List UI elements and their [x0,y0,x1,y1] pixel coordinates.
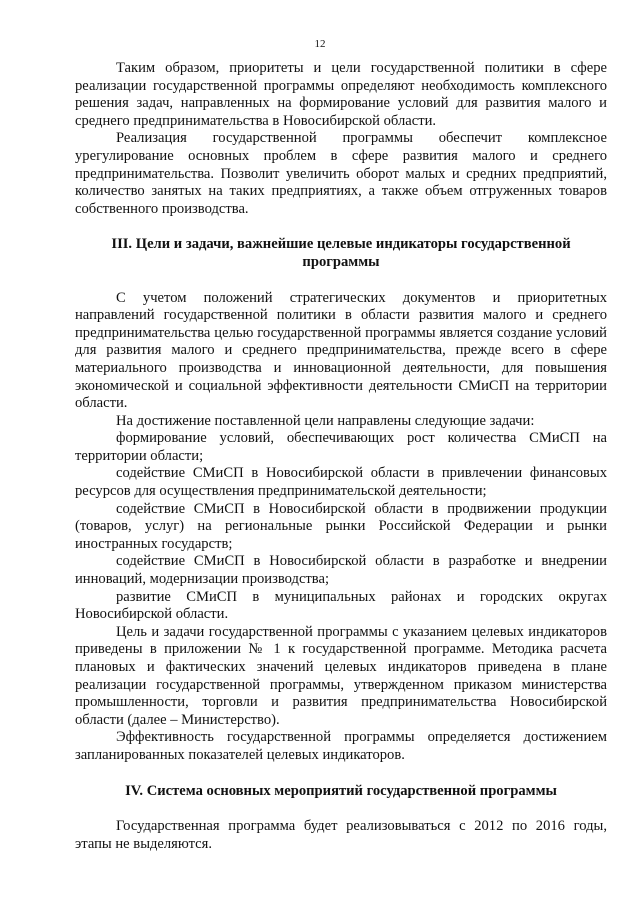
spacer [75,800,607,818]
section-heading-3: III. Цели и задачи, важнейшие целевые индикаторы государственной программы [111,236,571,270]
paragraph: Цель и задачи государственной программы с указанием целевых индикаторов приведены в приложении № 1 к государственной программе. Методика расчета плановых и фактических значений целевых индикаторов приведена в плане реализации государственной программы, утвержденном приказом министерства промышленности, торговли и развития предпринимательства Новосибирской области (далее – Министерство). [75,623,607,728]
paragraph: Эффективность государственной программы определяется достижением запланированных показателей целевых индикаторов. [75,729,607,763]
page-content [75,60,607,853]
list-item: формирование условий, обеспечивающих рост количества СМиСП на территории области; [75,430,607,464]
spacer [75,765,607,783]
paragraph: С учетом положений стратегических документов и приоритетных направлений государственной политики в области развития малого и среднего предпринимательства целью государственной программы является создание условий для развития малого и среднего предпринимательства, прежде всего в сфере материального производства и инновационной деятельности, для повышения экономической и социальной эффективности деятельности СМиСП на территории области. [75,289,607,412]
page-number: 12 [314,38,326,50]
list-item: содействие СМиСП в Новосибирской области в привлечении финансовых ресурсов для осуществления предпринимательской деятельности; [75,465,607,500]
paragraph: На достижение поставленной цели направлены следующие задачи: [116,412,535,429]
paragraph: Таким образом, приоритеты и цели государственной политики в сфере реализации государственной программы определяют необходимость комплексного решения задач, направленных на формирование условий для развития малого и среднего предпринимательства в Новосибирской области. [75,60,607,129]
spacer [75,218,607,236]
paragraph: Государственная программа будет реализовываться с 2012 по 2016 годы, этапы не выделяются. [75,818,607,852]
spacer [75,272,607,290]
list-item: развитие СМиСП в муниципальных районах и городских округах Новосибирской области. [75,588,607,623]
paragraph: Реализация государственной программы обеспечит комплексное урегулирование основных проблем в сфере развития малого и среднего предпринимательства. Позволит увеличить оборот малых и средних предприятий, количество занятых на таких предприятиях, а также объем отгруженных товаров собственного производства. [75,130,607,217]
section-heading-4: IV. Система основных мероприятий государственной программы [125,782,557,799]
list-item: содействие СМиСП в Новосибирской области в разработке и внедрении инноваций, модернизации производства; [75,553,607,588]
list-item: содействие СМиСП в Новосибирской области в продвижении продукции (товаров, услуг) на региональные рынки Российской Федерации и рынки иностранных государств; [75,500,607,552]
